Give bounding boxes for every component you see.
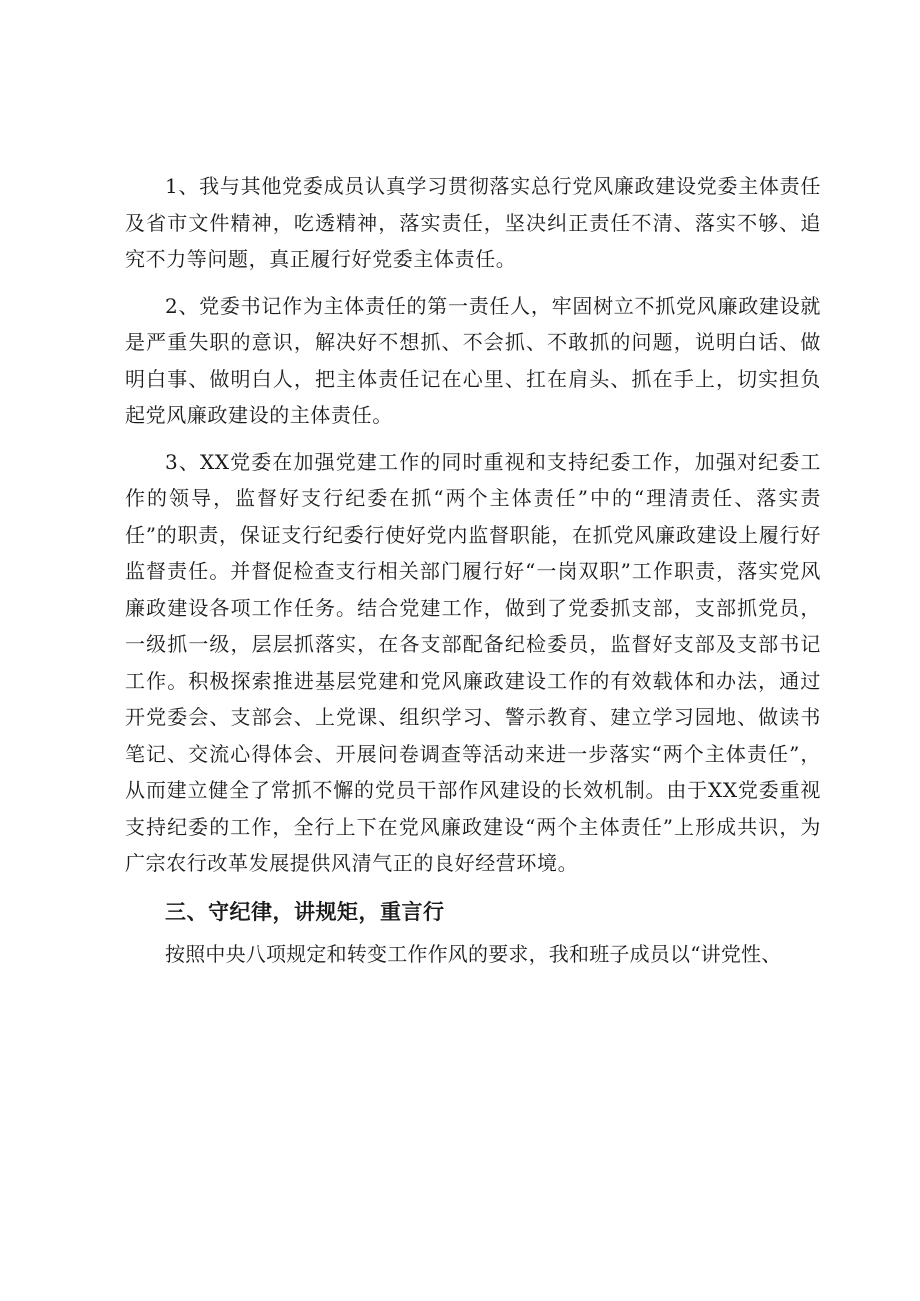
paragraph-3: 3、XX党委在加强党建工作的同时重视和支持纪委工作，加强对纪委工作的领导，监督好支行纪委在抓“两个主体责任”中的“理清责任、落实责任”的职责，保证支行纪委行使好党内监督职能，在抓党风廉政建设上履行好监督责任。并督促检查支行相关部门履行好“一岗双职”工作职责，落实党风廉政建设各项工作任务。结合党建工作，做到了党委抓支部，支部抓党员，一级抓一级，层层抓落实，在各支部配备纪检委员，监督好支部及支部书记工作。积极探索推进基层党建和党风廉政建设工作的有效载体和办法，通过开党委会、支部会、上党课、组织学习、警示教育、建立学习园地、做读书笔记、交流心得体会、开展问卷调查等活动来进一步落实“两个主体责任”，从而建立健全了常抓不懈的党员干部作风建设的长效机制。由于XX党委重视支持纪委的工作，全行上下在党风廉政建设“两个主体责任”上形成共识，为广宗农行改革发展提供风清气正的良好经营环境。 xyxy=(125,449,821,875)
section-heading: 三、守纪律，讲规矩，重言行 xyxy=(165,899,445,924)
paragraph-2: 2、党委书记作为主体责任的第一责任人，牢固树立不抓党风廉政建设就是严重失职的意识，解决好不想抓、不会抓、不敢抓的问题，说明白话、做明白事、做明白人，把主体责任记在心里、扛在肩头、抓在手上，切实担负起党风廉政建设的主体责任。 xyxy=(125,293,821,427)
paragraph-4: 按照中央八项规定和转变工作作风的要求，我和班子成员以“讲党性、 xyxy=(165,941,782,966)
paragraph-1: 1、我与其他党委成员认真学习贯彻落实总行党风廉政建设党委主体责任及省市文件精神，吃透精神，落实责任，坚决纠正责任不清、落实不够、追究不力等问题，真正履行好党委主体责任。 xyxy=(125,174,821,271)
document-body xyxy=(125,168,821,972)
